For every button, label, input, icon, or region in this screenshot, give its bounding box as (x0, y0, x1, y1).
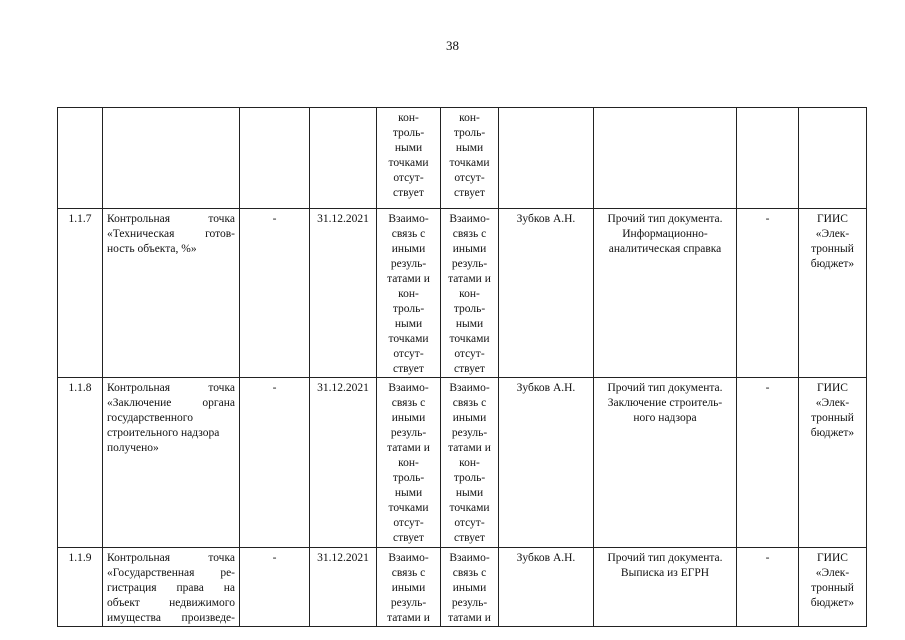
cell-document: Прочий тип документа. Информационно- аналитическая справка (594, 209, 737, 378)
cell-dash: - (737, 548, 799, 627)
cell-responsible: Зубков А.Н. (499, 209, 594, 378)
table-row-1-1-9 (58, 548, 867, 627)
cell-relation-1: кон- троль- ными точками отсут- ствует (377, 108, 441, 209)
cell-date (310, 108, 377, 209)
cell-name: Контрольная точка «Заключение органа государственного строительного надзора получено» (103, 378, 240, 548)
cell-system (799, 108, 867, 209)
table-row-1-1-8 (58, 378, 867, 548)
cell-relation-1: Взаимо- связь с иными резуль- татами и кон- троль- ными точками отсут- ствует (377, 378, 441, 548)
control-points-table (57, 107, 867, 627)
cell-relation-2: Взаимо- связь с иными резуль- татами и кон- троль- ными точками отсут- ствует (441, 378, 499, 548)
cell-num: 1.1.7 (58, 209, 103, 378)
cell-dash: - (240, 209, 310, 378)
cell-name: Контрольная точка «Техническая готов- ность объекта, %» (103, 209, 240, 378)
cell-name: Контрольная точка «Государственная ре- гистрация права на объект недвижимого имущества произведе- (103, 548, 240, 627)
cell-document: Прочий тип документа. Заключение строитель- ного надзора (594, 378, 737, 548)
cell-dash: - (240, 378, 310, 548)
cell-document: Прочий тип документа. Выписка из ЕГРН (594, 548, 737, 627)
cell-system: ГИИС «Элек- тронный бюджет» (799, 378, 867, 548)
table-row-continuation (58, 108, 867, 209)
cell-date: 31.12.2021 (310, 209, 377, 378)
cell-document (594, 108, 737, 209)
cell-relation-2: кон- троль- ными точками отсут- ствует (441, 108, 499, 209)
cell-responsible (499, 108, 594, 209)
cell-relation-1: Взаимо- связь с иными резуль- татами и кон- троль- ными точками отсут- ствует (377, 209, 441, 378)
cell-dash: - (240, 548, 310, 627)
cell-dash: - (737, 378, 799, 548)
cell-num: 1.1.9 (58, 548, 103, 627)
cell-relation-1: Взаимо- связь с иными резуль- татами и (377, 548, 441, 627)
cell-date: 31.12.2021 (310, 548, 377, 627)
cell-system: ГИИС «Элек- тронный бюджет» (799, 548, 867, 627)
cell-responsible: Зубков А.Н. (499, 378, 594, 548)
cell-num (58, 108, 103, 209)
cell-system: ГИИС «Элек- тронный бюджет» (799, 209, 867, 378)
cell-num: 1.1.8 (58, 378, 103, 548)
cell-relation-2: Взаимо- связь с иными резуль- татами и кон- троль- ными точками отсут- ствует (441, 209, 499, 378)
cell-responsible: Зубков А.Н. (499, 548, 594, 627)
cell-date: 31.12.2021 (310, 378, 377, 548)
table-row-1-1-7 (58, 209, 867, 378)
cell-dash (240, 108, 310, 209)
cell-relation-2: Взаимо- связь с иными резуль- татами и (441, 548, 499, 627)
cell-dash: - (737, 209, 799, 378)
cell-dash (737, 108, 799, 209)
cell-name (103, 108, 240, 209)
page-number: 38 (446, 38, 459, 53)
